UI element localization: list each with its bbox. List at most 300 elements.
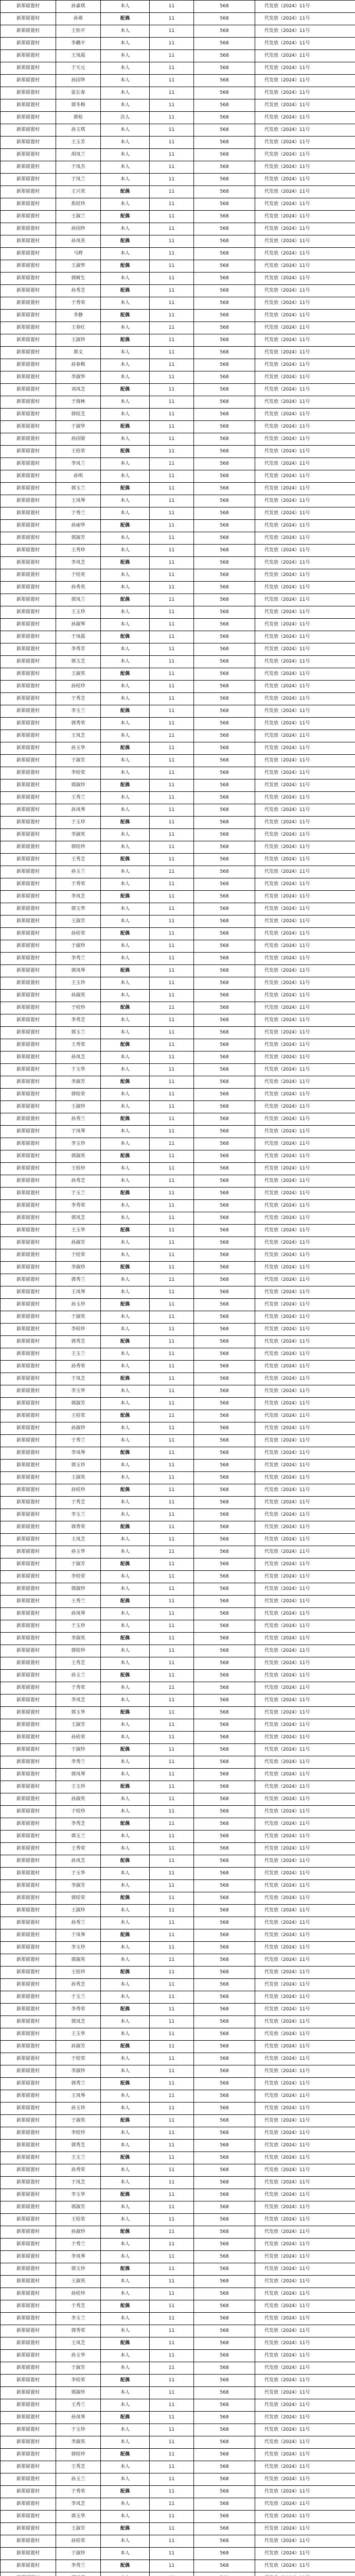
amount-cell: 568 (194, 1744, 255, 1756)
village-cell: 新郑留置村 (1, 557, 56, 569)
count-cell: 11 (150, 2152, 194, 2164)
relation-cell: 本人 (101, 1793, 150, 1806)
table-row (1, 965, 355, 977)
relation-cell: 配偶 (101, 1929, 150, 1942)
count-cell: 11 (150, 1732, 194, 1744)
period-cell: 代发放（2024）11号 (255, 1694, 355, 1707)
count-cell: 11 (150, 2523, 194, 2535)
table-row (1, 260, 355, 273)
relation-cell: 本人 (101, 545, 150, 557)
relation-cell: 配偶 (101, 2560, 150, 2572)
count-cell: 11 (150, 371, 194, 384)
period-cell: 代发放（2024）11号 (255, 1472, 355, 1484)
relation-cell: 本人 (101, 25, 150, 38)
relation-cell: 本人 (101, 1843, 150, 1855)
village-cell: 新郑留置村 (1, 1497, 56, 1509)
period-cell: 代发放（2024）11号 (255, 594, 355, 606)
name-cell: 于玉珍 (56, 1620, 101, 1633)
count-cell: 11 (150, 903, 194, 916)
amount-cell: 568 (194, 2362, 255, 2375)
period-cell: 代发放（2024）11号 (255, 1806, 355, 1818)
period-cell: 代发放（2024）11号 (255, 1942, 355, 1954)
count-cell: 11 (150, 1361, 194, 1373)
period-cell: 代发放（2024）11号 (255, 2288, 355, 2300)
count-cell: 11 (150, 1892, 194, 1905)
relation-cell: 配偶 (101, 334, 150, 347)
period-cell: 代发放（2024）11号 (255, 2090, 355, 2103)
village-cell: 新郑留置村 (1, 1608, 56, 1620)
amount-cell: 568 (194, 149, 255, 161)
village-cell: 新郑留置村 (1, 1521, 56, 1534)
amount-cell: 568 (194, 2177, 255, 2189)
relation-cell: 配偶 (101, 1484, 150, 1497)
count-cell: 11 (150, 1435, 194, 1447)
period-cell: 代发放（2024）11号 (255, 1188, 355, 1200)
table-row (1, 50, 355, 62)
period-cell: 代发放（2024）11号 (255, 1299, 355, 1311)
name-cell: 李桂荣 (56, 1571, 101, 1583)
amount-cell: 568 (194, 557, 255, 569)
relation-cell: 本人 (101, 643, 150, 656)
village-cell: 新郑留置村 (1, 891, 56, 903)
period-cell: 代发放（2024）11号 (255, 1064, 355, 1076)
name-cell: 于桂荣 (56, 2053, 101, 2065)
table-row (1, 1064, 355, 1076)
amount-cell: 568 (194, 50, 255, 62)
period-cell: 代发放（2024）11号 (255, 1546, 355, 1558)
amount-cell: 568 (194, 2412, 255, 2424)
count-cell: 11 (150, 656, 194, 668)
name-cell: 郭玉珍 (56, 1460, 101, 1472)
period-cell: 代发放（2024）11号 (255, 1719, 355, 1732)
amount-cell: 568 (194, 2276, 255, 2288)
amount-cell: 568 (194, 545, 255, 557)
relation-cell: 配偶 (101, 1039, 150, 1052)
table-row (1, 1868, 355, 1880)
village-cell: 新郑留置村 (1, 1460, 56, 1472)
count-cell: 11 (150, 25, 194, 38)
table-row (1, 2201, 355, 2214)
relation-cell: 本人 (101, 1497, 150, 1509)
relation-cell: 配偶 (101, 1447, 150, 1460)
relation-cell: 本人 (101, 1435, 150, 1447)
period-cell: 代发放（2024）11号 (255, 1212, 355, 1225)
amount-cell: 568 (194, 483, 255, 495)
amount-cell: 568 (194, 1398, 255, 1410)
count-cell: 11 (150, 1089, 194, 1101)
table-row (1, 2424, 355, 2436)
village-cell: 新郑留置村 (1, 1274, 56, 1286)
name-cell: 李凤琴 (56, 1447, 101, 1460)
name-cell: 王淑兰 (56, 211, 101, 223)
village-cell: 新郑留置村 (1, 75, 56, 87)
amount-cell: 568 (194, 2263, 255, 2276)
relation-cell: 配偶 (101, 2449, 150, 2461)
name-cell: 李淑英 (56, 1633, 101, 1645)
table-row (1, 767, 355, 779)
count-cell: 11 (150, 446, 194, 458)
relation-cell: 配偶 (101, 211, 150, 223)
count-cell: 11 (150, 2201, 194, 2214)
period-cell: 代发放（2024）11号 (255, 2152, 355, 2164)
count-cell: 11 (150, 2399, 194, 2412)
relation-cell: 本人 (101, 2164, 150, 2177)
amount-cell: 568 (194, 1781, 255, 1793)
table-row (1, 2461, 355, 2473)
name-cell: 王玉珍 (56, 606, 101, 619)
name-cell: 李桂珍 (56, 1324, 101, 1336)
relation-cell: 次人 (101, 112, 150, 124)
name-cell: 张长春 (56, 87, 101, 99)
amount-cell: 568 (194, 2511, 255, 2523)
table-row (1, 2436, 355, 2449)
amount-cell: 568 (194, 1311, 255, 1324)
amount-cell: 568 (194, 1373, 255, 1385)
relation-cell: 本人 (101, 470, 150, 483)
amount-cell: 568 (194, 2473, 255, 2486)
name-cell: 王凤琴 (56, 1286, 101, 1299)
village-cell: 新郑留置村 (1, 1769, 56, 1781)
amount-cell: 568 (194, 1262, 255, 1274)
period-cell: 代发放（2024）11号 (255, 174, 355, 186)
name-cell: 郭玉兰 (56, 1831, 101, 1843)
count-cell: 11 (150, 198, 194, 211)
period-cell: 代发放（2024）11号 (255, 2251, 355, 2263)
period-cell: 代发放（2024）11号 (255, 1274, 355, 1286)
village-cell: 新郑留置村 (1, 2177, 56, 2189)
table-row (1, 940, 355, 953)
count-cell: 11 (150, 483, 194, 495)
period-cell (255, 2572, 355, 2576)
period-cell: 代发放（2024）11号 (255, 2201, 355, 2214)
relation-cell: 配偶 (101, 965, 150, 977)
amount-cell: 568 (194, 2201, 255, 2214)
name-cell: 于凤芝 (56, 1373, 101, 1385)
relation-cell: 本人 (101, 2276, 150, 2288)
amount-cell: 568 (194, 1076, 255, 1089)
name-cell: 于桂珍 (56, 1002, 101, 1014)
relation-cell: 配偶 (101, 1892, 150, 1905)
amount-cell: 568 (194, 1002, 255, 1014)
name-cell: 孙秀芝 (56, 1175, 101, 1188)
amount-cell: 568 (194, 866, 255, 878)
name-cell: 于秀荣 (56, 1682, 101, 1694)
name-cell: 于凤兰 (56, 174, 101, 186)
table-row (1, 569, 355, 582)
amount-cell: 568 (194, 248, 255, 260)
table-row (1, 1237, 355, 1249)
period-cell: 代发放（2024）11号 (255, 1249, 355, 1262)
count-cell: 11 (150, 1521, 194, 1534)
period-cell: 代发放（2024）11号 (255, 248, 355, 260)
count-cell: 11 (150, 1262, 194, 1274)
period-cell: 代发放（2024）11号 (255, 446, 355, 458)
relation-cell: 本人 (101, 1682, 150, 1694)
table-row (1, 297, 355, 310)
table-row (1, 668, 355, 681)
amount-cell: 568 (194, 928, 255, 940)
name-cell: 郭冬梅 (56, 99, 101, 112)
table-row (1, 112, 355, 124)
village-cell: 新郑留置村 (1, 1163, 56, 1175)
period-cell: 代发放（2024）11号 (255, 2004, 355, 2016)
period-cell: 代发放（2024）11号 (255, 1967, 355, 1979)
name-cell: 王玉兰 (56, 2152, 101, 2164)
table-row (1, 1905, 355, 1917)
relation-cell: 本人 (101, 2362, 150, 2375)
count-cell: 11 (150, 1546, 194, 1558)
period-cell: 代发放（2024）11号 (255, 1336, 355, 1348)
name-cell: 孙凤芝 (56, 1855, 101, 1868)
count-cell: 11 (150, 2412, 194, 2424)
period-cell: 代发放（2024）11号 (255, 99, 355, 112)
name-cell: 于秀芝 (56, 693, 101, 705)
table-row (1, 2053, 355, 2065)
name-cell: 王秀兰 (56, 792, 101, 804)
relation-cell: 本人 (101, 371, 150, 384)
period-cell: 代发放（2024）11号 (255, 211, 355, 223)
name-cell: 孙明 (56, 470, 101, 483)
count-cell: 11 (150, 705, 194, 718)
count-cell: 11 (150, 1596, 194, 1608)
relation-cell: 本人 (101, 866, 150, 878)
name-cell: 孙玉华 (56, 2350, 101, 2362)
count-cell: 11 (150, 1274, 194, 1286)
amount-cell: 568 (194, 1188, 255, 1200)
amount-cell: 568 (194, 2548, 255, 2560)
name-cell: 孙国华 (56, 75, 101, 87)
village-cell: 新郑留置村 (1, 1472, 56, 1484)
table-row (1, 643, 355, 656)
table-row (1, 137, 355, 149)
table-row (1, 1460, 355, 1472)
table-row (1, 2548, 355, 2560)
period-cell: 代发放（2024）11号 (255, 1225, 355, 1237)
name-cell: 李桂荣 (56, 2375, 101, 2387)
relation-cell: 本人 (101, 2239, 150, 2251)
amount-cell: 568 (194, 1954, 255, 1967)
count-cell: 11 (150, 2078, 194, 2090)
name-cell: 郭凤兰 (56, 594, 101, 606)
village-cell: 新郑留置村 (1, 829, 56, 841)
name-cell: 王淑芳 (56, 916, 101, 928)
table-row (1, 1, 355, 13)
village-cell: 新郑留置村 (1, 1707, 56, 1719)
amount-cell: 568 (194, 1793, 255, 1806)
village-cell: 新郑留置村 (1, 2263, 56, 2276)
name-cell: 王玉兰 (56, 1348, 101, 1361)
relation-cell: 本人 (101, 198, 150, 211)
village-cell: 新郑留置村 (1, 433, 56, 446)
relation-cell: 配偶 (101, 2523, 150, 2535)
village-cell: 新郑留置村 (1, 359, 56, 371)
village-cell: 新郑留置村 (1, 1633, 56, 1645)
amount-cell: 568 (194, 1422, 255, 1435)
amount-cell: 568 (194, 619, 255, 631)
relation-cell: 本人 (101, 582, 150, 594)
amount-cell: 568 (194, 2325, 255, 2337)
village-cell: 新郑留置村 (1, 124, 56, 137)
count-cell: 11 (150, 2288, 194, 2300)
table-row (1, 2140, 355, 2152)
period-cell: 代发放（2024）11号 (255, 990, 355, 1002)
relation-cell: 配偶 (101, 1855, 150, 1868)
count-cell: 11 (150, 2127, 194, 2140)
table-row (1, 495, 355, 507)
period-cell: 代发放（2024）11号 (255, 1855, 355, 1868)
village-cell: 新郑留置村 (1, 1126, 56, 1138)
relation-cell: 本人 (101, 458, 150, 470)
amount-cell: 568 (194, 977, 255, 990)
village-cell: 新郑留置村 (1, 2127, 56, 2140)
relation-cell: 配偶 (101, 705, 150, 718)
count-cell: 11 (150, 13, 194, 25)
name-cell: 孙凤芝 (56, 1052, 101, 1064)
village-cell: 新郑留置村 (1, 371, 56, 384)
name-cell: 孙国珍 (56, 223, 101, 235)
period-cell: 代发放（2024）11号 (255, 433, 355, 446)
count-cell: 11 (150, 1460, 194, 1472)
amount-cell: 568 (194, 2375, 255, 2387)
period-cell: 代发放（2024）11号 (255, 2449, 355, 2461)
table-row (1, 1385, 355, 1398)
name-cell: 王桂荣 (56, 2214, 101, 2226)
village-cell: 新郑留置村 (1, 681, 56, 693)
table-row (1, 1707, 355, 1719)
period-cell: 代发放（2024）11号 (255, 2065, 355, 2078)
village-cell: 新郑留置村 (1, 13, 56, 25)
period-cell: 代发放（2024）11号 (255, 1571, 355, 1583)
table-row (1, 1447, 355, 1460)
period-cell: 代发放（2024）11号 (255, 371, 355, 384)
period-cell: 代发放（2024）11号 (255, 1150, 355, 1163)
village-cell: 新郑留置村 (1, 1905, 56, 1917)
name-cell: 王春红 (56, 322, 101, 334)
period-cell: 代发放（2024）11号 (255, 2523, 355, 2535)
amount-cell: 568 (194, 1682, 255, 1694)
period-cell: 代发放（2024）11号 (255, 977, 355, 990)
name-cell: 孙丽华 (56, 520, 101, 532)
amount-cell: 568 (194, 1929, 255, 1942)
village-cell: 新郑留置村 (1, 1101, 56, 1113)
village-cell: 新郑留置村 (1, 953, 56, 965)
table-row (1, 1571, 355, 1583)
village-cell: 新郑留置村 (1, 25, 56, 38)
count-cell: 11 (150, 2337, 194, 2350)
relation-cell: 配偶 (101, 1707, 150, 1719)
relation-cell: 本人 (101, 507, 150, 520)
amount-cell: 568 (194, 62, 255, 75)
village-cell: 新郑留置村 (1, 1509, 56, 1521)
count-cell: 11 (150, 1336, 194, 1348)
relation-cell: 配偶 (101, 1521, 150, 1534)
amount-cell: 568 (194, 223, 255, 235)
relation-cell: 配偶 (101, 779, 150, 792)
name-cell: 郭淑英 (56, 1150, 101, 1163)
table-row (1, 1793, 355, 1806)
name-cell: 于秀芝 (56, 1497, 101, 1509)
amount-cell: 568 (194, 285, 255, 297)
period-cell: 代发放（2024）11号 (255, 297, 355, 310)
relation-cell: 配偶 (101, 1410, 150, 1422)
village-cell: 新郑留置村 (1, 2214, 56, 2226)
table-row (1, 1163, 355, 1175)
amount-cell: 568 (194, 2535, 255, 2548)
count-cell: 11 (150, 285, 194, 297)
relation-cell: 本人 (101, 1917, 150, 1929)
village-cell: 新郑留置村 (1, 2226, 56, 2239)
name-cell: 孙桂珍 (56, 1484, 101, 1497)
amount-cell: 568 (194, 1645, 255, 1657)
period-cell: 代发放（2024）11号 (255, 1497, 355, 1509)
village-cell: 新郑留置村 (1, 1, 56, 13)
relation-cell: 配偶 (101, 2412, 150, 2424)
name-cell: 王怡平 (56, 25, 101, 38)
village-cell: 新郑留置村 (1, 940, 56, 953)
count-cell: 11 (150, 2016, 194, 2028)
count-cell: 11 (150, 866, 194, 878)
relation-cell: 本人 (101, 953, 150, 965)
period-cell: 代发放（2024）11号 (255, 520, 355, 532)
table-row (1, 409, 355, 421)
relation-cell: 本人 (101, 1806, 150, 1818)
count-cell: 11 (150, 1855, 194, 1868)
table-row (1, 1979, 355, 1991)
count-cell: 11 (150, 631, 194, 643)
period-cell: 代发放（2024）11号 (255, 891, 355, 903)
period-cell: 代发放（2024）11号 (255, 1954, 355, 1967)
name-cell: 郭玉华 (56, 1707, 101, 1719)
table-row (1, 1212, 355, 1225)
table-row (1, 2375, 355, 2387)
name-cell: 于凤琴 (56, 1929, 101, 1942)
relation-cell: 本人 (101, 792, 150, 804)
village-cell: 新郑留置村 (1, 804, 56, 817)
village-cell: 新郑留置村 (1, 668, 56, 681)
village-cell: 新郑留置村 (1, 1694, 56, 1707)
name-cell: 王秀荣 (56, 1843, 101, 1855)
amount-cell: 568 (194, 359, 255, 371)
village-cell: 新郑留置村 (1, 421, 56, 433)
count-cell (150, 2572, 194, 2576)
name-cell: 孙秀荣 (56, 2164, 101, 2177)
count-cell: 11 (150, 804, 194, 817)
period-cell: 代发放（2024）11号 (255, 1175, 355, 1188)
village-cell: 新郑留置村 (1, 2511, 56, 2523)
count-cell: 11 (150, 619, 194, 631)
amount-cell: 568 (194, 13, 255, 25)
name-cell: 王秀荣 (56, 1039, 101, 1052)
relation-cell: 配偶 (101, 1188, 150, 1200)
period-cell: 代发放（2024）11号 (255, 50, 355, 62)
name-cell: 孙淑英 (56, 990, 101, 1002)
village-cell: 新郑留置村 (1, 137, 56, 149)
relation-cell: 本人 (101, 1138, 150, 1150)
village-cell: 新郑留置村 (1, 260, 56, 273)
relation-cell: 本人 (101, 569, 150, 582)
relation-cell: 配偶 (101, 310, 150, 322)
village-cell: 新郑留置村 (1, 1781, 56, 1793)
period-cell: 代发放（2024）11号 (255, 1138, 355, 1150)
name-cell: 郭淑芳 (56, 532, 101, 545)
table-row (1, 2152, 355, 2164)
amount-cell: 568 (194, 297, 255, 310)
name-cell: 郭淑珍 (56, 1583, 101, 1596)
village-cell: 新郑留置村 (1, 1225, 56, 1237)
village-cell: 新郑留置村 (1, 2065, 56, 2078)
count-cell: 11 (150, 1311, 194, 1324)
period-cell: 代发放（2024）11号 (255, 1089, 355, 1101)
